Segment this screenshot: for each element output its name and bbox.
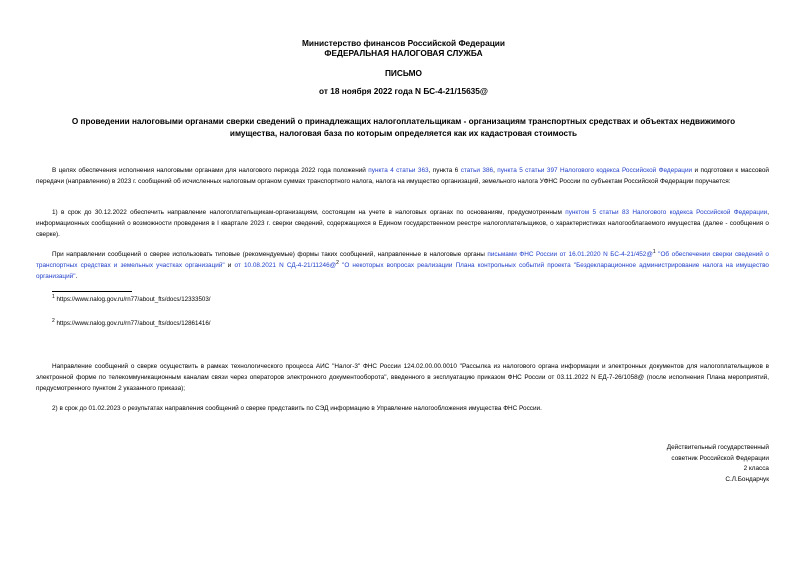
link-article-83[interactable]: пунктом 5 статьи 83 Налогового кодекса Российской Федерации xyxy=(565,209,768,216)
link-tax-code-397[interactable]: пункта 5 статьи 397 Налогового кодекса Российской Федерации xyxy=(497,167,693,174)
link-letter-452-title[interactable]: "Об обеспечении сверки сведений о транспортных средствах и земельных участках организаций" xyxy=(36,251,769,269)
paragraph-intro: В целях обеспечения исполнения налоговыми органами для налогового периода 2022 года положений пункта 4 статьи 363, пункта 6 статьи 386, пункта 5 статьи 397 Налогового кодекса Российской Федерации и подготовки к массовой передачи (направлению) в 2023 г. сообщений об исчисленных налоговым органом суммах транспортного налога, налога на имущество организаций, земельного налога УФНС России по субъектам Российской Федерации поручается: xyxy=(36,167,770,185)
footnote-2: $^2$ https://www.nalog.gov.ru/rn77/about_fts/docs/12861416/ xyxy=(52,317,211,327)
document-title-line-1: О проведении налоговыми органами сверки сведений о принадлежащих налогоплательщикам - организациям транспортных средствах и объектах недвижимого xyxy=(71,117,736,126)
service-name: ФЕДЕРАЛЬНАЯ НАЛОГОВАЯ СЛУЖБА xyxy=(324,48,483,58)
link-letter-11246[interactable]: от 10.08.2021 N СД-4-21/11246@ xyxy=(234,262,337,269)
signature-rank-line-2: советник Российской Федерации xyxy=(671,454,769,462)
footnote-ref-1[interactable]: 1 xyxy=(652,248,656,255)
paragraph-process: Направление сообщений о сверке осуществить в рамках технологического процесса АИС "Налог-3" ФНС России 124.02.00.00.0010 "Рассылка из налогового органа информации и электронных документов для налогоплательщиков в электронной форме по телекоммуникационным каналам связи через операторов электронного документооборота", введенного в эксплуатацию приказом ФНС России от 03.11.2022 N ЕД-7-26/1058@ (после исполнения Плана мероприятий, предусмотренного пунктом 2 указанного приказа); xyxy=(36,363,769,392)
footnote-1: $^1$ https://www.nalog.gov.ru/rn77/about_fts/docs/12333503/ xyxy=(52,293,211,303)
link-letter-452[interactable]: письмами ФНС России от 16.01.2020 N БС-4-21/452@ xyxy=(487,251,653,258)
footnote-ref-2[interactable]: 2 xyxy=(336,259,339,266)
signature-block xyxy=(569,443,769,485)
ministry-name: Министерство финансов Российской Федерации xyxy=(301,38,506,48)
paragraph-item-2: 2) в срок до 01.02.2023 о результатах направления сообщений о сверке представить по СЭД информацию в Управление налогообложения имущества ФНС России. xyxy=(52,405,542,412)
signature-rank-class: 2 класса xyxy=(743,465,769,472)
link-letter-11246-title[interactable]: "О некоторых вопросах реализации Плана контрольных событий проекта "Бездекларационное администрирование налога на имущество организаций" xyxy=(36,262,769,280)
link-article-386[interactable]: статьи 386 xyxy=(460,167,494,174)
document-title-line-2: имущества, налоговая база по которым определяется как их кадастровая стоимость xyxy=(229,129,578,138)
link-article-363[interactable]: пункта 4 статьи 363 xyxy=(368,167,429,174)
document-date-number: от 18 ноября 2022 года N БС-4-21/15635@ xyxy=(318,86,489,96)
footnote-separator xyxy=(52,291,132,292)
signature-name: С.Л.Бондарчук xyxy=(725,475,769,483)
document-type: ПИСЬМО xyxy=(384,68,423,78)
paragraph-forms: При направлении сообщений о сверке использовать типовые (рекомендуемые) формы таких сообщений, направленные в налоговые органы письмами ФНС России от 16.01.2020 N БС-4-21/452@$^1$ "Об обеспечении сверки сведений о транспортных средствах и земельных участках организаций" и от 10.08.2021 N СД-4-21/11246@$^2$ "О некоторых вопросах реализации Плана контрольных событий проекта "Бездекларационное администрирование налога на имущество организаций". xyxy=(36,248,769,280)
paragraph-item-1: 1) в срок до 30.12.2022 обеспечить направление налогоплательщикам-организациям, состоящим на учете в налоговых органах по основаниям, предусмотренным пунктом 5 статьи 83 Налогового кодекса Российской Федерации, информационных сообщений о возможности проведения в I квартале 2023 г. сверки сведений, содержащихся в Едином государственном реестре налогоплательщиков, о характеристиках налогооблагаемого имущества (далее - сообщения о сверке). xyxy=(36,209,769,238)
signature-rank-line-1: Действительный государственный xyxy=(666,444,769,451)
